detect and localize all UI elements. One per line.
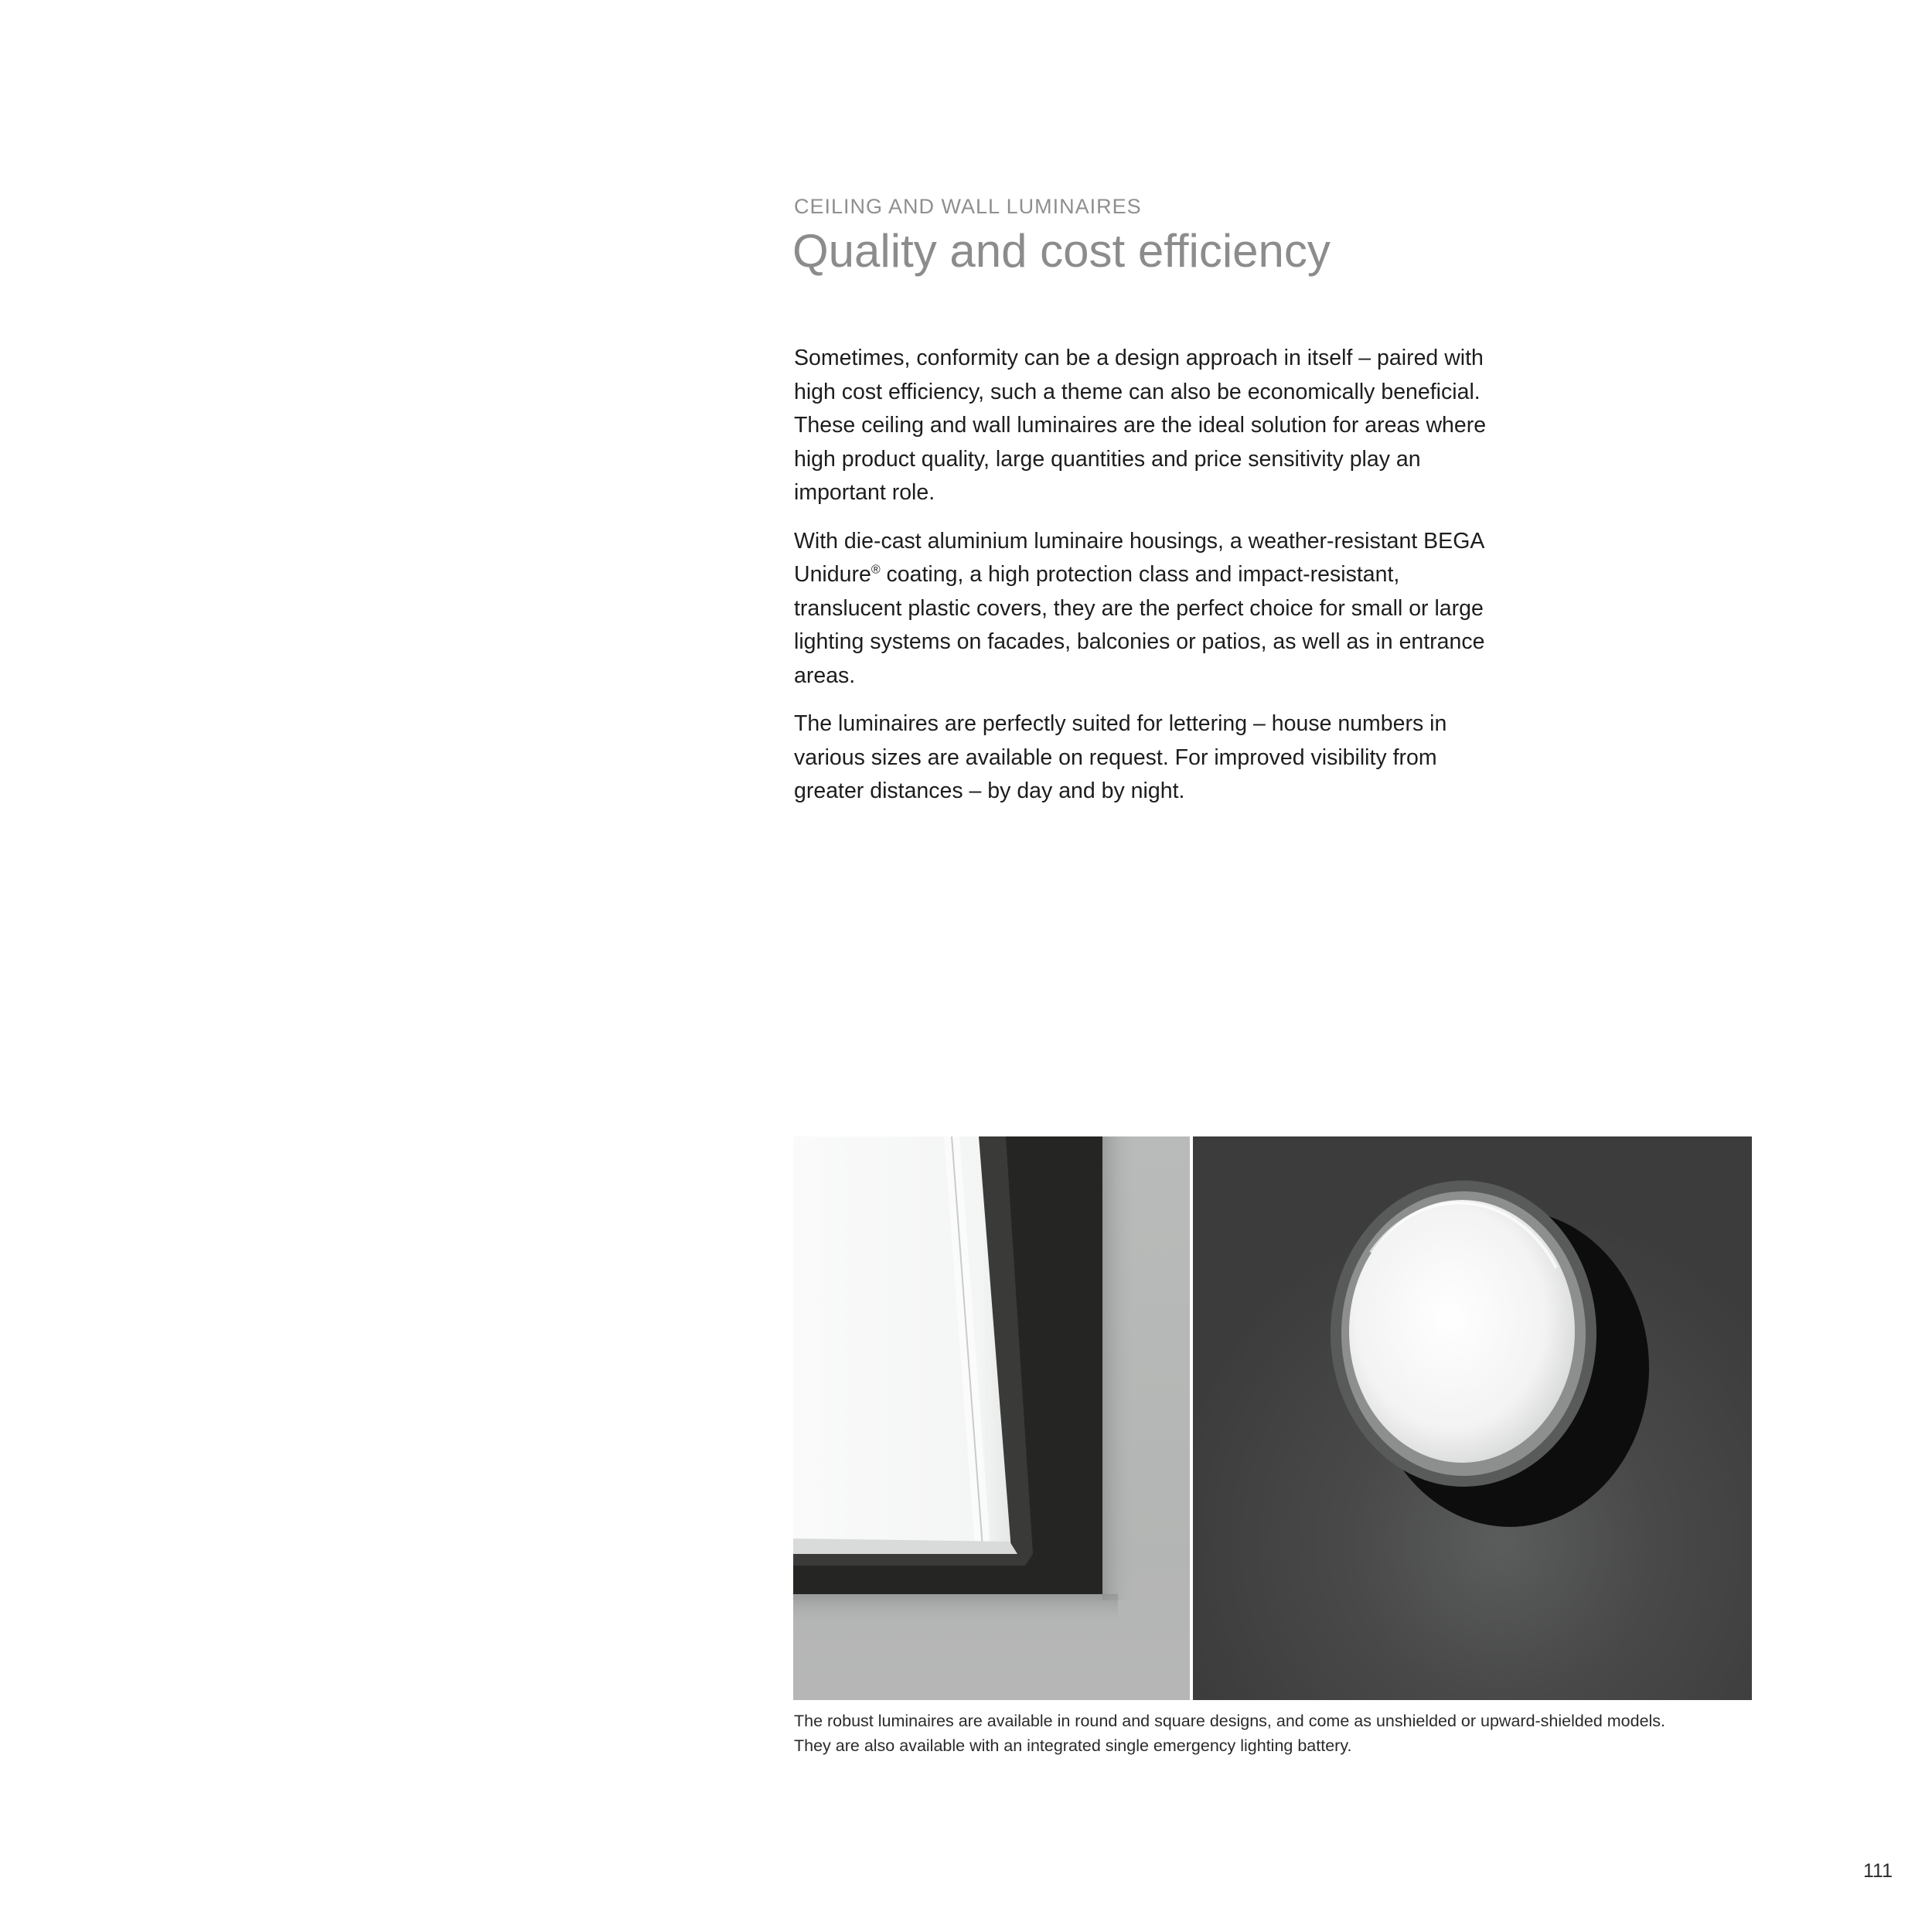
section-kicker: CEILING AND WALL LUMINAIRES [794, 195, 1142, 218]
paragraph-3: The luminaires are perfectly suited for lettering – house numbers in various sizes are available on request. For improved visibility from greater distances – by day and by night. [794, 711, 1447, 803]
paragraph-1: Sometimes, conformity can be a design approach in itself – paired with high cost efficiency, such a theme can also be economically beneficial. These ceiling and wall luminaires are the ideal solution for areas where high product quality, large quantities and price sensitivity play an important role. [794, 346, 1487, 505]
page-title: Quality and cost efficiency [792, 225, 1331, 277]
paragraph-2 [794, 525, 1490, 693]
paragraph-2-text-b: coating, a high protection class and impact-resistant, translucent plastic covers, they are the perfect choice for small or large lighting systems on facades, balconies or patios, as well as in entrance areas. [794, 562, 1485, 688]
photo-caption [794, 1709, 1760, 1758]
registered-mark: ® [871, 563, 881, 577]
square-luminaire-photo [793, 1136, 1190, 1700]
square-luminaire-illustration [793, 1136, 1190, 1700]
round-luminaire-photo [1193, 1136, 1752, 1700]
round-luminaire-illustration [1193, 1136, 1752, 1700]
body-text [794, 342, 1490, 823]
paragraph-2-text-a: With die-cast aluminium luminaire housings, a weather-resistant BEGA Unidure [794, 528, 1484, 587]
caption-line-2: They are also available with an integrated single emergency lighting battery. [794, 1736, 1352, 1755]
page-number: 111 [1863, 1860, 1893, 1882]
caption-line-1: The robust luminaires are available in round and square designs, and come as unshielded or upward-shielded models. [794, 1712, 1666, 1730]
